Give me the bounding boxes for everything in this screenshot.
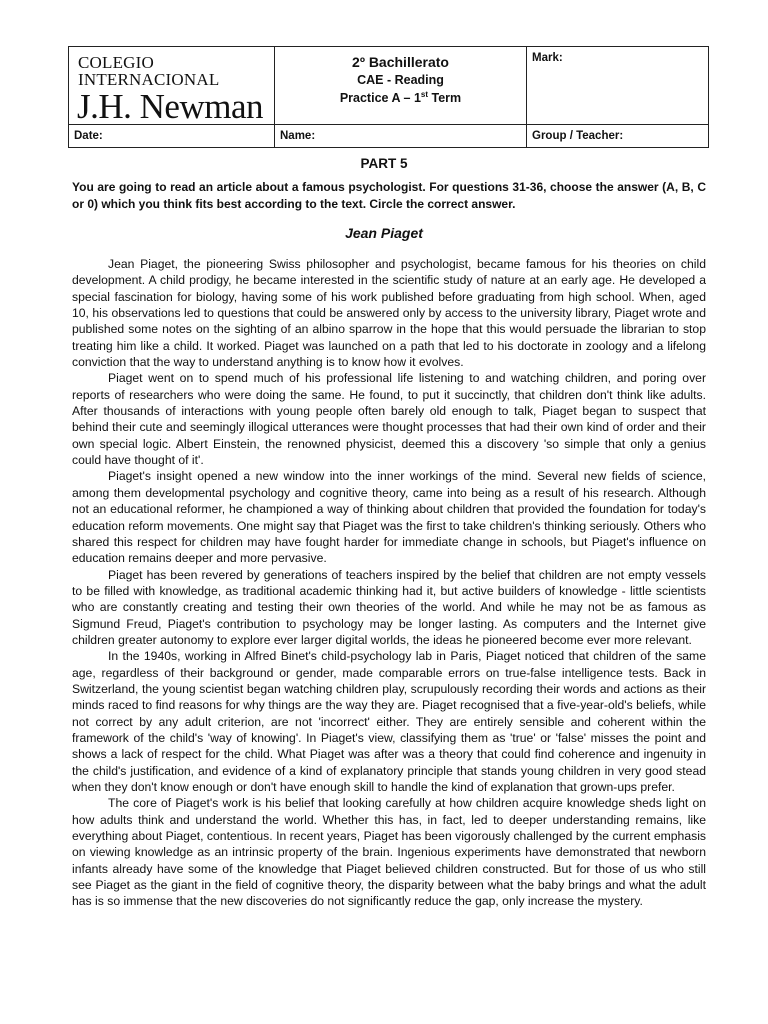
- article-paragraph: In the 1940s, working in Alfred Binet's child-psychology lab in Paris, Piaget noticed that children of the same age, regardless of their background or gender, made comparable errors on true-false intelligence tests. Back in Switzerland, the young scientist began watching children play, scrupulously recording their words and actions as their minds raced to find reasons for why things are the way they are. Piaget recognised that a five-year-old's beliefs, while not correct by any adult criterion, are not 'incorrect' either. They are entirely sensible and coherent within the framework of the child's 'way of knowing'. In Piaget's view, classifying them as 'true' or 'false' misses the point and shows a lack of respect for the child. What Piaget was after was a theory that could find coherence and ingenuity in the child's justification, and evidence of a kind of explanatory principle that stands young children in very good stead when they don't know enough or don't have enough skill to handle the kind of explanation that grown-ups prefer.: [72, 649, 706, 794]
- logo-line-2: J.H. Newman: [77, 87, 263, 126]
- article-paragraph: Jean Piaget, the pioneering Swiss philosopher and psychologist, became famous for his theories on child development. A child prodigy, he became interested in the scientific study of nature at an early age. He developed a special fascination for biology, having some of his work published before graduating from high school. When, aged 10, his observations led to questions that could be answered only by access to the university library, Piaget wrote and published some notes on the sighting of an albino sparrow in the hope that this would persuade the librarian to stop treating him like a child. It worked. Piaget was launched on a path that led to his doctorate in zoology and a lifelong conviction that the way to understand anything is to know how it evolves.: [72, 257, 706, 370]
- name-field[interactable]: [275, 125, 527, 148]
- mark-label: Mark:: [532, 52, 563, 64]
- mark-field[interactable]: [527, 47, 709, 125]
- practice-prefix: Practice A – 1: [339, 91, 421, 106]
- subject-title: CAE - Reading: [357, 73, 444, 87]
- article-paragraph: Piaget went on to spend much of his professional life listening to and watching children, and poring over reports of researchers who were doing the same. He found, to put it succinctly, that children don't think like adults. After thousands of interactions with young people often barely old enough to talk, Piaget began to suspect that behind their cute and seemingly illogical utterances were thought processes that had their own kind of order and their own special logic. Albert Einstein, the renowned physicist, deemed this a discovery 'so simple that only a genius could have thought of it'.: [72, 371, 706, 468]
- practice-suffix: Term: [428, 91, 462, 106]
- article-paragraph: Piaget has been revered by generations of teachers inspired by the belief that children are not empty vessels to be filled with knowledge, as traditional academic thinking had it, but active builders of knowledge - little scientists who are constantly creating and testing their own theories of the world. And while he may not be as famous as Sigmund Freud, Piaget's contribution to psychology may be longer lasting. As computers and the Internet give children greater autonomy to explore ever larger digital worlds, the ideas he pioneered become ever more relevant.: [72, 567, 706, 647]
- practice-superscript: st: [420, 90, 429, 99]
- course-info: [275, 47, 527, 125]
- group-teacher-label: Group / Teacher:: [532, 130, 624, 142]
- school-logo: [69, 47, 275, 125]
- date-field[interactable]: [69, 125, 275, 148]
- practice-title: [275, 90, 526, 105]
- article-title: Jean Piaget: [345, 225, 423, 241]
- name-label: Name:: [280, 130, 316, 142]
- part-title: PART 5: [360, 156, 408, 171]
- group-teacher-field[interactable]: [527, 125, 709, 148]
- course-title: 2º Bachillerato: [352, 54, 449, 70]
- logo-line-1: COLEGIO INTERNACIONAL: [78, 53, 220, 89]
- article-body: [72, 256, 706, 910]
- header-table: [68, 46, 709, 148]
- instructions: You are going to read an article about a famous psychologist. For questions 31-36, choose the answer (A, B, C or 0) which you think fits best according to the text. Circle the correct answer.: [72, 180, 706, 211]
- article-paragraph: Piaget's insight opened a new window into the inner workings of the mind. Several new fields of science, among them developmental psychology and cognitive theory, came into being as a result of his research. Although not an educational reformer, he championed a way of thinking about children that provided the foundation for today's education reform movements. One might say that Piaget was the first to take children's thinking seriously. Others who shared this respect for children may have fought harder for immediate change in schools, but Piaget's influence on education remains deeper and more pervasive.: [72, 469, 706, 566]
- date-label: Date:: [74, 130, 103, 142]
- article-paragraph: The core of Piaget's work is his belief that looking carefully at how children acquire knowledge sheds light on how adults think and understand the world. Whether this has, in fact, led to deeper understanding remains, like everything about Piaget, contentious. In recent years, Piaget has been vigorously challenged by the current emphasis on viewing knowledge as an intrinsic property of the brain. Ingenious experiments have demonstrated that newborn infants already have some of the knowledge that Piaget believed children constructed. But for those of us who still see Piaget as the giant in the field of cognitive theory, the disparity between what the baby brings and what the adult has is so immense that the new discoveries do not significantly reduce the gap, only increase the mystery.: [72, 796, 706, 909]
